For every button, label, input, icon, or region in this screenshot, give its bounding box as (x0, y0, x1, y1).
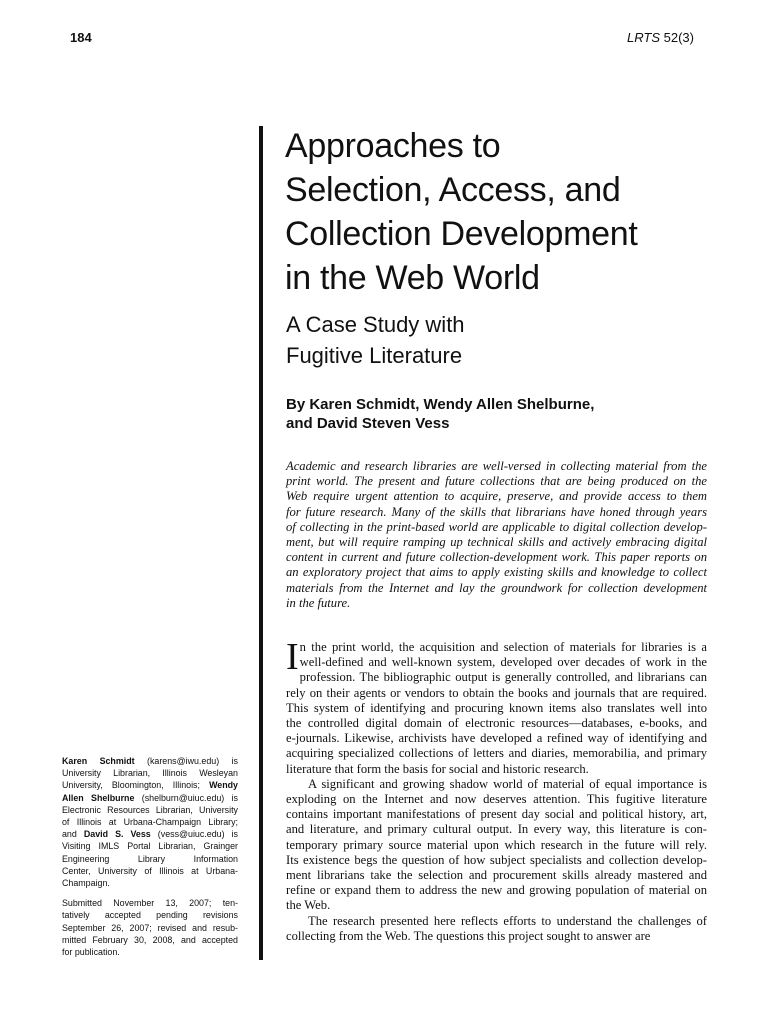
abstract-line: Academic and research libraries are well-versed in collecting material from the (286, 459, 707, 473)
sidebar-line: University Librarian, Illinois Wesleyan (62, 768, 238, 779)
title-line: Approaches to (285, 127, 501, 165)
body-line: well-defined and well-known system, developed over decades of work in the (299, 655, 707, 670)
title-line: in the Web World (285, 259, 540, 297)
subtitle-line: A Case Study with (286, 312, 465, 337)
subtitle-line: Fugitive Literature (286, 343, 463, 368)
byline-line: By Karen Schmidt, Wendy Allen Shelburne, (286, 396, 595, 413)
article-body (286, 636, 707, 944)
running-header (627, 30, 694, 45)
sidebar-line: for publication. (62, 947, 120, 958)
body-line: profession. The bibliographic output is generally controlled, and librarians can (299, 670, 707, 685)
body-line: contains important manifestations of present day social and political history, art, (286, 807, 707, 822)
body-line: exploding on the Internet and now deserves attention. This fugitive literature (286, 792, 707, 807)
sidebar-line: mitted February 30, 2008, and accepted (62, 934, 238, 945)
body-line: and literature, and primary cultural output. In every way, this literature is con- (286, 822, 707, 837)
body-line: This system of identifying and procuring known items also translates well into (286, 700, 707, 715)
vertical-divider (259, 126, 263, 960)
body-line: ment librarians take the selection and procurement skills already mastered and (286, 868, 707, 883)
body-line: refine or expand them to address the new and growing population of material on (286, 883, 707, 898)
author-byline (286, 395, 726, 433)
paragraph (286, 636, 707, 777)
sidebar-line: tatively accepted pending revisions (62, 910, 238, 921)
sidebar-line: Karen Schmidt (karens@iwu.edu) is (62, 756, 238, 766)
sidebar-line: Electronic Resources Librarian, University (62, 804, 238, 815)
abstract-line: of collecting in the print-based world are applicable to digital collection develop- (286, 519, 707, 534)
journal-issue: 52(3) (663, 30, 694, 45)
sidebar-line: University, Bloomington, Illinois; Wendy (62, 780, 238, 791)
submission-history (62, 897, 238, 958)
abstract-line: an exploratory project that aims to apply existing skills and knowledge to collect (286, 565, 707, 580)
abstract-line: for future research. Many of the skills that librarians have honed through years (286, 504, 707, 519)
journal-name: LRTS (627, 30, 661, 45)
sidebar-line: Engineering Library Information (62, 853, 238, 864)
sidebar-line: Submitted November 13, 2007; ten- (62, 898, 238, 909)
title-line: Collection Development (285, 215, 638, 253)
abstract-line: in the future. (286, 595, 351, 610)
sidebar-line: and David S. Vess (vess@uiuc.edu) is (62, 829, 238, 840)
abstract (286, 459, 707, 611)
abstract-line: print world. The present and future collections that are being produced on the (286, 474, 707, 489)
abstract-line: ment, but will require ramping up technical skills and actively embracing digital (286, 535, 707, 550)
paragraph (286, 914, 707, 944)
sidebar-line: September 26, 2007; revised and resub- (62, 922, 238, 933)
abstract-line: Web require urgent attention to acquire, preserve, and provide access to them (286, 489, 707, 504)
paragraph (286, 777, 707, 914)
author-affiliations (62, 755, 238, 889)
author-info-sidebar (62, 755, 238, 958)
body-line: literature that form the basis for social and historic research. (286, 761, 589, 776)
page-number: 184 (70, 30, 92, 45)
title-line: Selection, Access, and (285, 171, 621, 209)
body-line: n the print world, the acquisition and selection of materials for libraries is a (299, 640, 707, 654)
sidebar-line: of Illinois at Urbana-Champaign Library; (62, 817, 238, 828)
abstract-line: content in current and future collection-development work. This paper reports on (286, 550, 707, 565)
abstract-line: materials from the Internet and lay the groundwork for collection development (286, 580, 707, 595)
body-line: The research presented here reflects efforts to understand the challenges of (308, 913, 707, 928)
body-line: the controlled digital domain of electronic resources—databases, e-books, and (286, 716, 707, 731)
sidebar-line: Champaign. (62, 878, 110, 889)
article-title (285, 124, 725, 300)
sidebar-line: Center, University of Illinois at Urbana- (62, 865, 238, 876)
body-line: e-journals. Likewise, archivists have developed a refined way of identifying and (286, 731, 707, 746)
byline-line: and David Steven Vess (286, 415, 450, 432)
body-line: the Web. (286, 898, 331, 913)
body-line: Its existence begs the question of how subject specialists and collection develop- (286, 852, 707, 867)
body-line: A significant and growing shadow world of material of equal importance is (308, 776, 707, 791)
sidebar-line: Visiting IMLS Portal Librarian, Grainger (62, 841, 238, 852)
body-line: temporary primary source material upon which research in the future will rely. (286, 837, 707, 852)
body-line: acquiring specialized collections of letters and diaries, memorabilia, and primary (286, 746, 707, 761)
article-subtitle (286, 309, 726, 371)
body-line: rely on their agents or vendors to obtain the books and journals that are required. (286, 685, 707, 700)
body-line: collecting from the Web. The questions this project sought to answer are (286, 928, 651, 943)
sidebar-line: Allen Shelburne (shelburn@uiuc.edu) is (62, 792, 238, 803)
drop-cap: I (286, 636, 299, 678)
